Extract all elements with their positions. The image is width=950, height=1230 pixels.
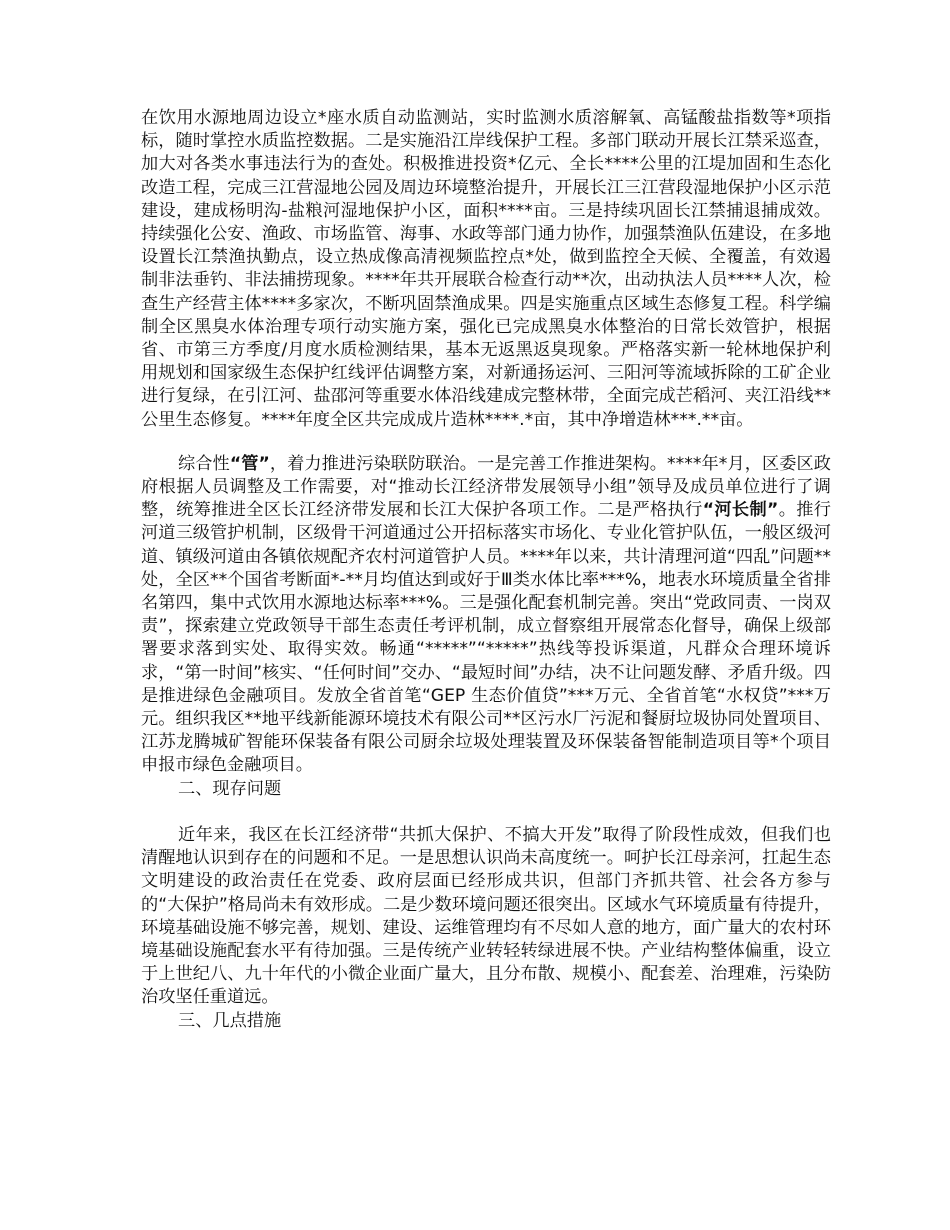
section-heading-existing-problems: 二、现存问题 (178, 778, 282, 799)
section-heading-measures: 三、几点措施 (178, 1010, 282, 1031)
paragraph-comprehensive-management (141, 453, 831, 778)
paragraph-existing-problems: 近年来，我区在长江经济带“共抓大保护、不搞大开发”取得了阶段性成效，但我们也清醒地认识到存在的问题和不足。一是思想认识尚未高度统一。呵护长江母亲河，扛起生态文明建设的政治责任在党委、政府层面已经形成共识，但部门齐抓共管、社会各方参与的“大保护”格局尚未有效形成。二是少数环境问题还很突出。区域水气环境质量有待提升，环境基础设施不够完善，规划、建设、运维管理均有不尽如人意的地方，面广量大的农村环境基础设施配套水平有待加强。三是传统产业转轻转绿进展不快。产业结构整体偏重，设立于上世纪八、九十年代的小微企业面广量大，且分布散、规模小、配套差、治理难，污染防治攻坚任重道远。 (141, 824, 831, 1008)
document-page (141, 107, 831, 1033)
bold-term-guan: “管” (229, 453, 270, 474)
paragraph-lead-text: 综合性 (178, 453, 230, 474)
bold-term-river-chief: “河长制” (702, 500, 779, 521)
paragraph-water-protection: 在饮用水源地周边设立*座水质自动监测站，实时监测水质溶解氧、高锰酸盐指数等*项指标，随时掌控水质监控数据。二是实施沿江岸线保护工程。多部门联动开展长江禁采巡查，加大对各类水事违法行为的查处。积极推进投资*亿元、全长****公里的江堤加固和生态化改造工程，完成三江营湿地公园及周边环境整治提升，开展长江三江营段湿地保护小区示范建设，建成杨明沟-盐粮河湿地保护小区，面积****亩。三是持续巩固长江禁捕退捕成效。持续强化公安、渔政、市场监管、海事、水政等部门通力协作，加强禁渔队伍建设，在多地设置长江禁渔执勤点，设立热成像高清视频监控点*处，做到监控全天候、全覆盖，有效遏制非法垂钓、非法捕捞现象。****年共开展联合检查行动**次，出动执法人员****人次，检查生产经营主体****多家次，不断巩固禁渔成果。四是实施重点区域生态修复工程。科学编制全区黑臭水体治理专项行动实施方案，强化已完成黑臭水体整治的日常长效管护，根据省、市第三方季度/月度水质检测结果，基本无返黑返臭现象。严格落实新一轮林地保护利用规划和国家级生态保护红线评估调整方案，对新通扬运河、三阳河等流域拆除的工矿企业进行复绿，在引江河、盐邵河等重要水体沿线建成完整林带，全面完成芒稻河、夹江沿线**公里生态修复。****年度全区共完成成片造林****.*亩，其中净增造林***.**亩。 (141, 108, 831, 430)
paragraph-body-text-continued: 。推行河道三级管护机制，区级骨干河道通过公开招标落实市场化、专业化管护队伍，一般区级河道、镇级河道由各镇依规配齐农村河道管护人员。****年以来，共计清理河道“四乱”问题**处，全区**个国省考断面*-**月均值达到或好于Ⅲ类水体比率***%，地表水环境质量全省排名第四，集中式饮用水源地达标率***%。三是强化配套机制完善。突出“党政同责、一岗双责”，探索建立党政领导干部生态责任考评机制，成立督察组开展常态化督导，确保上级部署要求落到实处、取得实效。畅通“*****”“*****”热线等投诉渠道，凡群众合理环境诉求，“第一时间”核实、“任何时间”交办、“最短时间”办结，决不让问题发酵、矛盾升级。四是推进绿色金融项目。发放全省首笔“GEP 生态价值贷”***万元、全省首笔“水权贷”***万元。组织我区**地平线新能源环境技术有限公司**区污水厂污泥和餐厨垃圾协同处置项目、江苏龙腾城矿智能环保装备有限公司厨余垃圾处理装置及环保装备智能制造项目等*个项目申报市绿色金融项目。 (141, 500, 831, 776)
paragraph-body-text: ，着力推进污染联防联治。一是完善工作推进架构。****年*月，区委区政府根据人员调整及工作需要，对“推动长江经济带发展领导小组”领导及成员单位进行了调整，统筹推进全区长江经济带发展和长江大保护各项工作。二是严格执行 (141, 453, 831, 521)
